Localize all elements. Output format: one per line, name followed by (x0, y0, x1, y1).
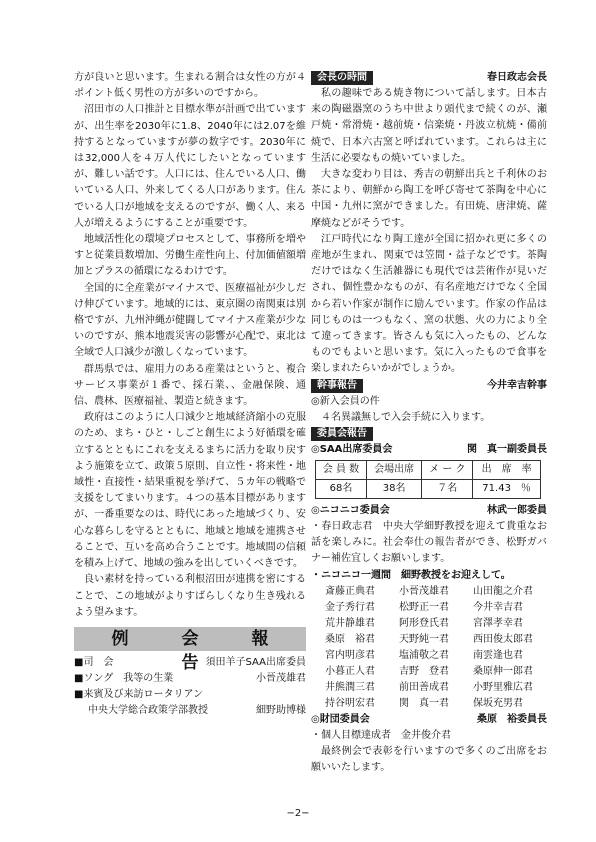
secretary-report-header (311, 378, 547, 394)
member-name: 桑原伸一郎君 (473, 665, 533, 677)
member-name: 天野純一君 (399, 633, 449, 645)
section-tag: 委員会報告 (311, 427, 373, 441)
member-name: 吉野 登君 (399, 665, 449, 677)
item-value: 小晉茂雄君 (256, 672, 306, 684)
member-name: 西田俊太郎君 (473, 633, 533, 645)
member-name: 阿形登氏君 (399, 617, 449, 629)
member-name: 持谷明宏君 (325, 697, 375, 709)
paragraph: ・個人目標達成者 金井俊介君 (311, 729, 451, 741)
subsection-heading (311, 712, 547, 728)
attendance-table (315, 460, 541, 499)
table-cell: 68名 (316, 480, 367, 499)
paragraph: 政府はこのように人口減少と地域経済縮小の克服のため、まち・ひと・しごと創生によう好循環を確立するとともにこれを支えるまちに活力を取り戻すよう施策を立て、政策５原則、自立性・将来性・地域性・直接性・結果重視を挙げて、５カ年の戦略で支援をしてまいります。４つの基本目標がありますが、一番重要なのは、時代にあった地域づくり、安心な暮らしを守るとともに、地域と地域を連携させることで、互いを高め合うことです。地域間の信頼を積み上げて、地域の強みを出していくべきです。 (74, 412, 306, 570)
item-label: ■ソング 我等の生業 (74, 672, 174, 684)
member-name: 井熊潤三君 (325, 681, 375, 693)
subsection-title: ◎SAA出席委員会 (311, 444, 393, 456)
subsection-person: 桑原 裕委員長 (477, 713, 547, 725)
list-item (74, 687, 306, 703)
page-number: −2− (286, 808, 310, 819)
subsection-heading (311, 503, 547, 519)
member-name: 宮内明彦君 (325, 649, 375, 661)
subsection-heading (311, 442, 547, 458)
right-column (311, 70, 547, 776)
section-tag: 会長の時間 (311, 71, 373, 85)
member-name: 南雲逢也君 (473, 649, 523, 661)
paragraph: 地域活性化の環境プロセスとして、事務所を増やすと従業員数増加、労働生産性向上、付加価値額増加とプラスの循環になるわけです。 (74, 234, 306, 278)
paragraph: ◎新入会員の件 (311, 395, 380, 407)
guest-name: 細野助博様 (256, 704, 306, 716)
table-cell: 38名 (366, 480, 421, 499)
section-speaker: 春日政志会長 (487, 71, 547, 83)
member-name: 保坂充男君 (473, 697, 523, 709)
name-grid (311, 584, 547, 712)
member-name: 前田善成君 (399, 681, 449, 693)
meeting-report-band: 例 会 報 告 (74, 627, 306, 651)
table-row (316, 461, 541, 480)
member-name: 荒井静雄君 (325, 617, 375, 629)
member-name: 小晉茂雄君 (399, 585, 449, 597)
member-name: 塩浦敬之君 (399, 649, 449, 661)
subsection-title: ◎財団委員会 (311, 713, 370, 725)
paragraph: ４名異議無しで入会手続に入ります。 (321, 411, 491, 423)
table-cell: ７名 (422, 480, 473, 499)
paragraph: 方が良いと思います。生まれる割合は女性の方が４ポイント低く男性の方が多いのですから。 (74, 72, 306, 100)
table-header: 会場出席 (366, 461, 421, 480)
left-column (74, 70, 322, 719)
guest-org: 中央大学総合政策学部教授 (88, 704, 208, 716)
table-header: 出 席 率 (473, 461, 541, 480)
member-name: 関 真一君 (399, 697, 449, 709)
section-tag: 幹事報告 (311, 379, 363, 393)
paragraph: 最終例会で表彰を行いますので多くのご出席をお願いいたします。 (311, 746, 547, 774)
subsection-person: 林武一郎委員 (487, 505, 547, 517)
item-label: ■司 会 (74, 656, 114, 668)
member-name: 松野正一君 (399, 601, 449, 613)
paragraph: 江戸時代になり陶工達が全国に招かれ更に多くの産地が生まれ、関東では笠間・益子などです。茶陶だけではなく生活雑器にも現代では芸術作が見いだされ、個性豊かなものが、有名産地だけでなく全国から若い作家が制作に励んでいます。作家の作品は同じものは一つもなく、窯の状態、火の力により全て違ってきます。皆さんも気に入ったもの、どんなものでもよいと思います。気に入ったもので食事を楽しまれたらいかがでしょうか。 (311, 233, 547, 375)
president-time-header (311, 70, 547, 86)
member-name: 金子秀行君 (325, 601, 375, 613)
member-name: 桑原 裕君 (325, 633, 375, 645)
table-header: 会 員 数 (316, 461, 367, 480)
item-value: 須田羊子SAA出席委員 (205, 656, 306, 668)
member-name: 宮澤孝幸君 (473, 617, 523, 629)
member-name: 斎藤正典君 (325, 585, 375, 597)
week-title: ・ニコニコ一週間 細野教授をお迎えして。 (311, 569, 511, 581)
guest-line (74, 703, 306, 719)
member-name: 山田龍之介君 (473, 585, 533, 597)
paragraph: 群馬県では、雇用力のある産業はというと、複合サービス事業が１番で、採石業、、金融保険、通信、農林、医療福祉、製造と続きます。 (74, 363, 306, 408)
table-header: メ ー ク (422, 461, 473, 480)
member-name: 小暮正人君 (325, 665, 375, 677)
member-name: 今井幸吉君 (473, 601, 523, 613)
section-speaker: 今井幸吉幹事 (487, 379, 547, 391)
paragraph: ・春日政志君 中央大学細野教授を迎えて貴重なお話を楽しみに。社会奉仕の報告者ができ、松野ガバナー補佐宜しくお願いします。 (311, 521, 547, 565)
table-cell: 71.43 ％ (473, 480, 541, 499)
item-label: ■来賓及び来訪ロータリアン (74, 688, 204, 700)
subsection-person: 関 真一副委員長 (467, 444, 547, 456)
member-name: 小野里雅広君 (473, 681, 533, 693)
paragraph: 良い素材を持っている利根沼田が連携を密にすることで、この地域がよりすばらしくなり生き残れるよう望みます。 (74, 574, 306, 618)
paragraph: 私の趣味である焼き物について話します。日本古来の陶磁器窯のうち中世より頭代まで続くのが、瀬戸焼・常滑焼・越前焼・信楽焼・丹波立杭焼・備前焼で、日本六古窯と呼ばれています。これらは主に生活に必要なもの焼いていました。 (311, 88, 547, 164)
committee-report-header (311, 426, 547, 442)
paragraph: 全国的に全産業がマイナスで、医療福祉が少しだけ伸びています。地域的には、東京圏の南関東は別格ですが、九州沖縄が健闘してマイナス産業が少ないのですが、熊本地震災害の影響が心配で、東北は全域で人口減少が激しくなっています。 (74, 282, 306, 359)
paragraph: 大きな変わり目は、秀吉の朝鮮出兵と千利休のお茶により、朝鮮から陶工を呼び寄せて茶陶を中心に中国・九州に窯ができました。有田焼、唐津焼、薩摩焼などがそうです。 (311, 169, 547, 229)
paragraph: 沼田市の人口推計と目標水準が計画で出ていますが、出生率を2030年に1.8、2040年には2.07を維持するとなっていますが夢の数字です。2030年には32,000人を４万人代にしたいとなっていますが、難しい話です。人口には、住んでいる人口、働いている人口、外来してくる人口があります。住んでいる人口が地域を支えるのですが、働く人、来る人が増えるようにすることが重要です。 (74, 104, 306, 229)
table-row (316, 480, 541, 499)
subsection-title: ◎ニコニコ委員会 (311, 505, 390, 517)
